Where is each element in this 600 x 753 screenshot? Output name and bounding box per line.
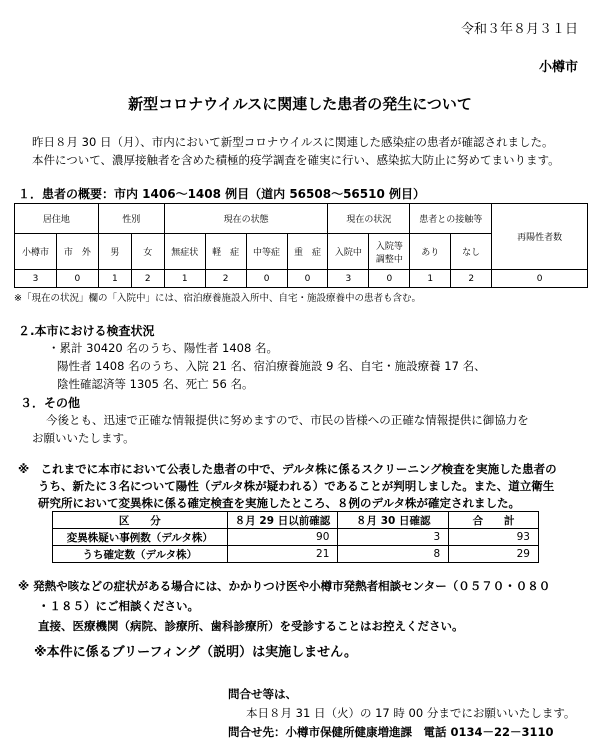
value-contact-yes: 1 [410, 270, 451, 288]
delta-note-line-2: うち、新たに３名について陽性（デルタ株が疑われる）であることが判明しました。また、道立衛生 [38, 479, 555, 493]
notice-line-3: 直接、医療機関（病院、診療所、歯科診療所）を受診することはお控えください。 [38, 619, 464, 633]
patient-summary-table [14, 203, 588, 288]
briefing-notice: ※本件に係るブリーフィング（説明）は実施しません。 [34, 645, 357, 660]
intro-line-2: 本件について、濃厚接触者を含めた積極的疫学調査を確実に行い、感染拡大防止に努めてまいります。 [32, 153, 560, 167]
subheader-moderate: 中等症 [246, 234, 287, 270]
header-sex: 性別 [98, 204, 164, 234]
subheader-contact-yes: あり [410, 234, 451, 270]
header-residence: 居住地 [15, 204, 99, 234]
issuer-name: 小樽市 [538, 60, 578, 75]
subheader-asymptomatic: 無症状 [164, 234, 205, 270]
value-contact-no: 2 [451, 270, 492, 288]
notice-line-2: ・１８５）にご相談ください。 [38, 599, 199, 613]
value-outside: 0 [56, 270, 98, 288]
contact-info: 問合せ先：小樽市保健所健康増進課 電話 0134－22－3110 [228, 725, 554, 739]
subheader-hospitalized: 入院中 [328, 234, 369, 270]
subheader-female: 女 [131, 234, 164, 270]
table-footnote: ※「現在の状況」欄の「入院中」には、宿泊療養施設入所中、自宅・施設療養中の患者も含む。 [14, 293, 421, 304]
delta-header-total: 合 計 [449, 512, 539, 529]
value-adjusting: 0 [369, 270, 410, 288]
subheader-severe: 重 症 [287, 234, 328, 270]
contact-label: 問合せ等は、 [228, 687, 297, 701]
delta-table-header-row [53, 512, 539, 529]
contact-deadline: 本日８月 31 日（火）の 17 時 00 分までにお願いいたします。 [246, 706, 576, 720]
subheader-outside: 市 外 [56, 234, 98, 270]
delta-cell: 21 [227, 546, 338, 563]
value-moderate: 0 [246, 270, 287, 288]
section2-line-3: 陰性確認済等 1305 名、死亡 56 名。 [57, 377, 254, 391]
section1-heading: １．患者の概要：市内 1406～1408 例目（道内 56508～56510 例目） [18, 187, 426, 201]
value-female: 2 [131, 270, 164, 288]
value-severe: 0 [287, 270, 328, 288]
subheader-adjusting-line1: 入院等 [375, 241, 403, 252]
subheader-contact-no: なし [451, 234, 492, 270]
document-title: 新型コロナウイルスに関連した患者の発生について [128, 95, 472, 113]
table-row [53, 529, 539, 546]
section2-line-1: ・累計 30420 名のうち、陽性者 1408 名。 [48, 341, 278, 355]
value-mild: 2 [205, 270, 246, 288]
delta-header-aug30: ８月 30 日確認 [338, 512, 449, 529]
value-otaru: 3 [15, 270, 57, 288]
value-asymptomatic: 1 [164, 270, 205, 288]
value-hospitalized: 3 [328, 270, 369, 288]
subheader-mild: 軽 症 [205, 234, 246, 270]
delta-cell: 3 [338, 529, 449, 546]
delta-header-category: 区 分 [53, 512, 228, 529]
delta-cell: 29 [449, 546, 539, 563]
header-condition: 現在の状態 [164, 204, 328, 234]
delta-variant-table [52, 511, 539, 563]
delta-header-before-aug29: ８月 29 日以前確認 [227, 512, 338, 529]
subheader-adjusting [369, 234, 410, 270]
section2-line-2: 陽性者 1408 名のうち、入院 21 名、宿泊療養施設 9 名、自宅・施設療養 17 名、 [57, 359, 486, 373]
header-repositive: 再陽性者数 [492, 204, 588, 270]
value-repositive: 0 [492, 270, 588, 288]
value-male: 1 [98, 270, 131, 288]
section3-heading: ３．その他 [20, 396, 81, 410]
intro-line-1: 昨日８月 30 日（月）、市内において新型コロナウイルスに関連した感染症の患者が確認されました。 [32, 135, 554, 149]
delta-note-line-1: ※ これまでに本市において公表した患者の中で、デルタ株に係るスクリーニング検査を実施した患者の [18, 462, 557, 476]
delta-cell: 93 [449, 529, 539, 546]
subheader-otaru: 小樽市 [15, 234, 57, 270]
delta-row-label: 変異株疑い事例数（デルタ株） [53, 529, 228, 546]
delta-note-line-3: 研究所において変異株に係る確定検査を実施したところ、８例のデルタ株が確定されました。 [38, 496, 520, 510]
section3-line-2: お願いいたします。 [32, 431, 135, 445]
delta-cell: 90 [227, 529, 338, 546]
subheader-male: 男 [98, 234, 131, 270]
section2-heading: ２.本市における検査状況 [18, 324, 155, 338]
table-row [53, 546, 539, 563]
header-contact: 患者との接触等 [410, 204, 492, 234]
header-status: 現在の状況 [328, 204, 410, 234]
notice-line-1: ※ 発熱や咳などの症状がある場合には、かかりつけ医や小樽市発熱者相談センター（０５７０・０８０ [18, 579, 551, 593]
issue-date: 令和３年８月３１日 [460, 22, 578, 37]
delta-row-label: うち確定数（デルタ株） [53, 546, 228, 563]
section3-line-1: 今後とも、迅速で正確な情報提供に努めますので、市民の皆様への正確な情報提供に御協力を [46, 413, 529, 427]
subheader-adjusting-line2: 調整中 [375, 254, 403, 265]
delta-cell: 8 [338, 546, 449, 563]
